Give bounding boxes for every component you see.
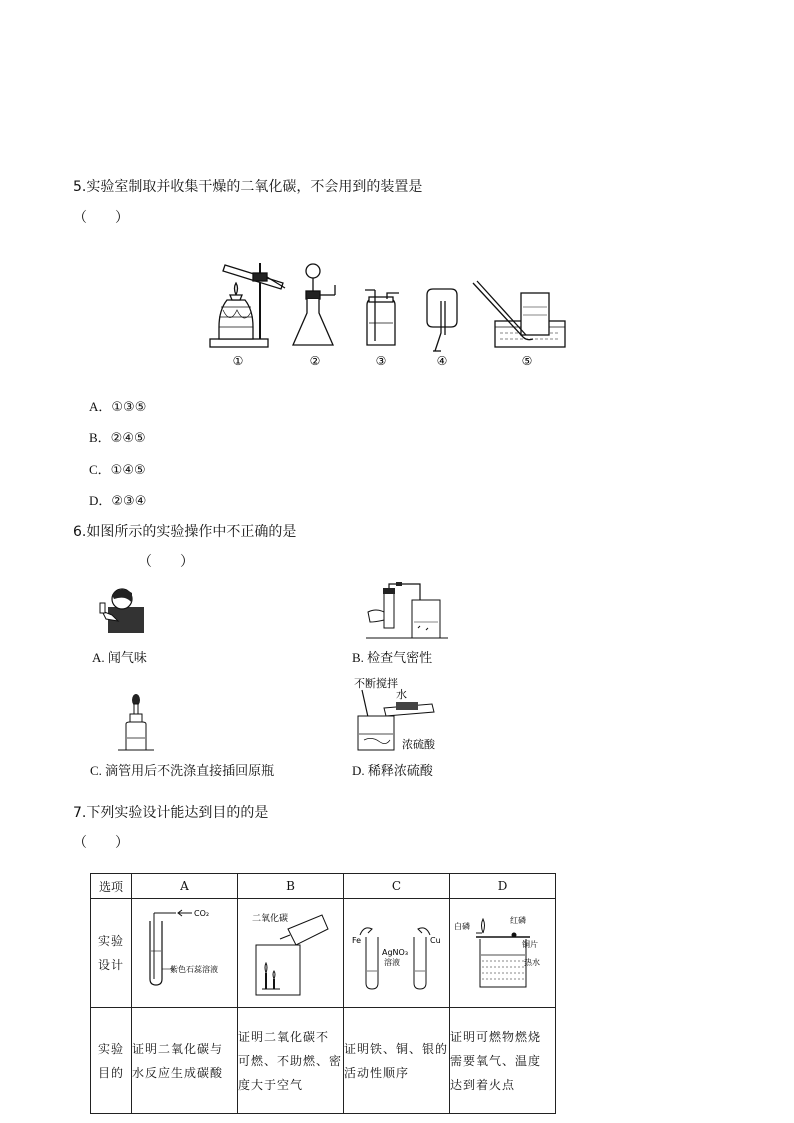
- header-cell: A: [132, 874, 238, 899]
- table-goal-row: [91, 1008, 556, 1114]
- table-header-row: [91, 874, 556, 899]
- goal-line: 可燃、不助燃、密: [238, 1053, 343, 1068]
- goal-line: 活动性顺序: [344, 1065, 410, 1080]
- q5-option-a[interactable]: [89, 396, 146, 415]
- q6-answer-paren: （ ）: [138, 554, 194, 570]
- q7-experiment-table: [90, 873, 556, 1114]
- row-label-line: 设计: [97, 958, 124, 972]
- header-cell: B: [238, 874, 344, 899]
- fig-c-metal-activity: [344, 899, 449, 1004]
- option-value: ①④⑤: [110, 463, 146, 478]
- row-label-line: 目的: [97, 1065, 124, 1080]
- q5-answer-paren: （ ）: [73, 210, 129, 226]
- goal-cell-a: [132, 1008, 238, 1114]
- apparatus-3-wash-bottle: [365, 290, 399, 345]
- goal-line: 证明二氧化碳与: [132, 1041, 224, 1056]
- goal-line: 证明二氧化碳不: [238, 1029, 330, 1044]
- option-letter: C．: [89, 462, 111, 477]
- label-agno3: AgNO₃: [382, 948, 409, 957]
- q6-fig-c-dropper-bottle: [118, 694, 154, 752]
- goal-line: 证明铁、铜、银的: [344, 1041, 449, 1056]
- header-cell: D: [450, 874, 556, 899]
- label-water: 水: [396, 688, 407, 701]
- design-cell-c: [344, 899, 450, 1008]
- option-value: ②③④: [111, 494, 147, 509]
- label-co2: CO₂: [194, 909, 210, 918]
- table-design-row: [91, 899, 556, 1008]
- q6-caption-a[interactable]: A. 闻气味: [92, 650, 147, 665]
- label-copper: 铜片: [522, 940, 538, 949]
- option-letter: A．: [89, 399, 112, 414]
- q5-option-b[interactable]: [89, 427, 146, 446]
- label-stir: 不断搅拌: [354, 677, 398, 690]
- q5-option-c[interactable]: [89, 459, 146, 478]
- apparatus-2-conical-flask: [293, 264, 335, 345]
- design-cell-b: [238, 899, 344, 1008]
- label-solution: 溶液: [384, 958, 400, 967]
- goal-cell-d: [450, 1008, 556, 1114]
- fig-a-co2-test-tube: [132, 899, 237, 1004]
- label-co2-gas: 二氧化碳: [252, 914, 289, 924]
- goal-cell-c: [344, 1008, 450, 1114]
- option-value: ①③⑤: [111, 400, 147, 415]
- header-cell: 选项: [91, 874, 132, 899]
- label-fe: Fe: [352, 936, 362, 945]
- fig-label-2: ②: [309, 354, 321, 368]
- row-label-line: 实验: [97, 1041, 124, 1056]
- q6-caption-b[interactable]: B. 检查气密性: [352, 650, 433, 665]
- q7-stem: 7.下列实验设计能达到目的的是: [73, 805, 269, 821]
- label-litmus: 紫色石蕊溶液: [170, 965, 218, 974]
- q7-answer-paren: （ ）: [73, 835, 129, 851]
- q5-option-d[interactable]: [89, 490, 146, 509]
- goal-line: 水反应生成碳酸: [132, 1065, 224, 1080]
- q5-stem: 5.实验室制取并收集干燥的二氧化碳，不会用到的装置是: [73, 179, 423, 195]
- apparatus-1-heating-stand: [210, 263, 285, 347]
- fig-label-3: ③: [375, 354, 387, 368]
- fig-b-co2-beaker-candles: [238, 899, 343, 1004]
- goal-line: 达到着火点: [450, 1077, 516, 1092]
- row-label-line: 实验: [97, 934, 124, 948]
- apparatus-5-water-trough: [473, 281, 565, 347]
- design-cell-a: [132, 899, 238, 1008]
- q6-caption-c[interactable]: C. 滴管用后不洗涤直接插回原瓶: [90, 763, 275, 778]
- row-label-goal: [91, 1008, 132, 1114]
- goal-line: 度大于空气: [238, 1077, 304, 1092]
- label-red-p: 红磷: [510, 916, 526, 925]
- fig-label-5: ⑤: [521, 354, 533, 368]
- goal-line: 需要氧气、温度: [450, 1053, 542, 1068]
- option-letter: D．: [89, 493, 112, 508]
- label-cu: Cu: [430, 936, 441, 945]
- q6-fig-b-airtight-check: [366, 582, 448, 640]
- fig-label-4: ④: [436, 354, 448, 368]
- label-hot-water: 热水: [524, 958, 540, 967]
- label-acid: 浓硫酸: [402, 738, 435, 751]
- q6-fig-a-smelling: [98, 585, 148, 635]
- option-letter: B．: [89, 430, 111, 445]
- goal-line: 证明可燃物燃烧: [450, 1029, 542, 1044]
- design-cell-d: [450, 899, 556, 1008]
- row-label-design: [91, 899, 132, 1008]
- fig-d-combustion-conditions: [450, 899, 555, 1004]
- q6-fig-d-dilute-acid: [352, 676, 464, 756]
- label-white-p: 白磷: [454, 922, 470, 931]
- q6-caption-d[interactable]: D. 稀释浓硫酸: [352, 763, 433, 778]
- q6-stem: 6.如图所示的实验操作中不正确的是: [73, 524, 297, 540]
- fig-label-1: ①: [232, 354, 244, 368]
- option-value: ②④⑤: [110, 431, 146, 446]
- goal-cell-b: [238, 1008, 344, 1114]
- apparatus-4-collect-bottle: [427, 289, 457, 351]
- header-cell: C: [344, 874, 450, 899]
- q5-apparatus-figure: [205, 255, 575, 370]
